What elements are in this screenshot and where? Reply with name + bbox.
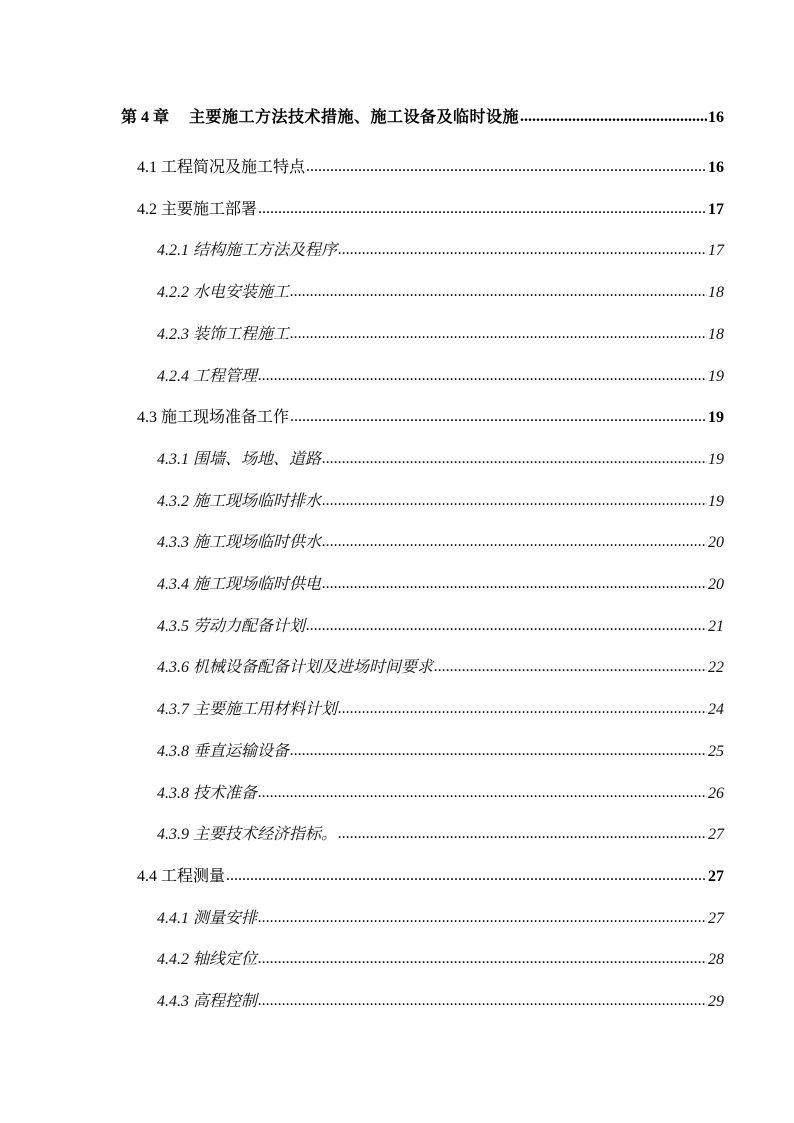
- toc-page-number: 18: [708, 325, 724, 343]
- toc-entry-number: 4.3.9: [157, 826, 189, 844]
- toc-entry-title: 高程控制: [193, 993, 258, 1010]
- toc-leader-dots: [290, 281, 707, 303]
- toc-entry-number: 4.4: [137, 867, 157, 885]
- toc-leader-dots: [434, 656, 707, 678]
- toc-entry-number: 4.4.2: [157, 951, 189, 969]
- toc-entry-title: 测量安排: [193, 909, 258, 927]
- toc-entry-number: 4.3.8: [157, 742, 189, 760]
- toc-section-entry[interactable]: [137, 157, 724, 179]
- toc-entry-title: 施工现场临时供水: [193, 534, 322, 552]
- toc-entry-title: 水电安装施工: [193, 284, 290, 302]
- toc-subsection-entry[interactable]: [157, 449, 724, 471]
- toc-page-number: 19: [708, 409, 724, 427]
- toc-subsection-entry[interactable]: [157, 741, 724, 763]
- toc-entry-number: 4.3.7: [157, 701, 189, 719]
- toc-entry-title: 施工现场临时供电: [193, 576, 322, 593]
- toc-page-number: 27: [708, 826, 724, 844]
- toc-subsection-entry[interactable]: [157, 282, 724, 304]
- toc-leader-dots: [322, 531, 707, 553]
- toc-subsection-entry[interactable]: [157, 949, 724, 971]
- toc-entry-title: 围墙、场地、道路: [193, 450, 322, 468]
- toc-leader-dots: [258, 782, 707, 804]
- toc-entry-title: 技术准备: [193, 784, 258, 802]
- toc-entry-number: 4.3.5: [157, 617, 189, 635]
- toc-entry-number: 4.3.8: [157, 784, 189, 802]
- toc-subsection-entry[interactable]: [157, 324, 724, 346]
- toc-entry-number: 4.2: [137, 200, 157, 218]
- toc-entry-number: 4.2.4: [157, 367, 189, 385]
- toc-entry-title: 主要施工部署: [161, 200, 258, 218]
- toc-page-number: 22: [708, 659, 724, 677]
- toc-subsection-entry[interactable]: [157, 240, 724, 262]
- toc-page-number: 17: [708, 200, 724, 218]
- toc-subsection-entry[interactable]: [157, 699, 724, 721]
- toc-subsection-entry[interactable]: [157, 574, 724, 596]
- toc-page-number: 27: [708, 909, 724, 927]
- toc-leader-dots: [338, 698, 707, 720]
- toc-entry-title: 机械设备配备计划及进场时间要求: [193, 659, 434, 677]
- toc-entry-number: 4.3.6: [157, 659, 189, 677]
- toc-entry-title: 主要施工用材料计划: [193, 701, 338, 719]
- toc-entry-title: 施工现场准备工作: [161, 409, 290, 427]
- toc-entry-title: 主要技术经济指标。: [193, 826, 338, 844]
- toc-subsection-entry[interactable]: [157, 991, 724, 1013]
- toc-entry-title: 施工现场临时排水: [193, 492, 322, 510]
- toc-subsection-entry[interactable]: [157, 491, 724, 513]
- toc-page-number: 20: [708, 576, 724, 593]
- toc-leader-dots: [258, 907, 707, 929]
- toc-subsection-entry[interactable]: [157, 366, 724, 388]
- toc-entry-title: 工程测量: [161, 867, 226, 885]
- toc-subsection-entry[interactable]: [157, 908, 724, 930]
- toc-section-entry[interactable]: [137, 199, 724, 221]
- toc-page-number: 26: [708, 784, 724, 802]
- toc-page-number: 18: [708, 284, 724, 302]
- toc-subsection-entry[interactable]: [157, 824, 724, 846]
- toc-page-number: 25: [708, 742, 724, 760]
- toc-entry-number: 4.3: [137, 409, 157, 427]
- toc-chapter-number: 第 4 章: [121, 109, 170, 126]
- toc-entry-number: 4.3.4: [157, 576, 189, 593]
- toc-entry-title: 劳动力配备计划: [193, 617, 306, 635]
- toc-leader-dots: [322, 573, 707, 595]
- toc-leader-dots: [258, 365, 707, 387]
- toc-leader-dots: [338, 239, 707, 261]
- toc-leader-dots: [290, 406, 707, 428]
- toc-chapter-entry[interactable]: [121, 107, 724, 129]
- toc-entry-number: 4.3.1: [157, 450, 189, 468]
- toc-page-number: 16: [708, 159, 724, 176]
- toc-leader-dots: [290, 323, 707, 345]
- toc-entry-title: 垂直运输设备: [193, 742, 290, 760]
- toc-entry-number: 4.2.3: [157, 325, 189, 343]
- toc-page-number: 29: [708, 993, 724, 1010]
- toc-page-number: 27: [708, 867, 724, 885]
- toc-subsection-entry[interactable]: [157, 532, 724, 554]
- toc-entry-number: 4.4.3: [157, 993, 189, 1010]
- toc-entry-number: 4.2.1: [157, 242, 189, 260]
- toc-page-number: 19: [708, 492, 724, 510]
- toc-page-number: 19: [708, 450, 724, 468]
- toc-leader-dots: [338, 823, 707, 845]
- toc-chapter-title: 主要施工方法技术措施、施工设备及临时设施: [189, 109, 520, 126]
- toc-entry-title: 轴线定位: [193, 951, 258, 969]
- toc-leader-dots: [306, 156, 707, 178]
- toc-entry-number: 4.3.3: [157, 534, 189, 552]
- toc-leader-dots: [322, 490, 707, 512]
- toc-leader-dots: [290, 740, 707, 762]
- toc-page-number: 24: [708, 701, 724, 719]
- toc-leader-dots: [520, 106, 707, 128]
- toc-page-number: 28: [708, 951, 724, 969]
- toc-leader-dots: [258, 948, 707, 970]
- toc-leader-dots: [226, 865, 707, 887]
- toc-section-entry[interactable]: [137, 866, 724, 888]
- toc-leader-dots: [258, 990, 707, 1012]
- toc-subsection-entry[interactable]: [157, 657, 724, 679]
- toc-entry-title: 结构施工方法及程序: [193, 242, 338, 260]
- toc-entry-title: 装饰工程施工: [193, 325, 290, 343]
- toc-entry-title: 工程管理: [193, 367, 258, 385]
- toc-subsection-entry[interactable]: [157, 783, 724, 805]
- toc-leader-dots: [306, 615, 707, 637]
- toc-entry-number: 4.4.1: [157, 909, 189, 927]
- toc-page-number: 20: [708, 534, 724, 552]
- toc-leader-dots: [258, 198, 707, 220]
- toc-section-entry[interactable]: [137, 407, 724, 429]
- toc-leader-dots: [322, 448, 707, 470]
- toc-page-number: 19: [708, 367, 724, 385]
- toc-subsection-entry[interactable]: [157, 616, 724, 638]
- toc-entry-number: 4.2.2: [157, 284, 189, 302]
- toc-page-number: 21: [708, 617, 724, 635]
- toc-entry-number: 4.1: [137, 159, 157, 176]
- toc-entry-title: 工程简况及施工特点: [161, 159, 306, 176]
- toc-page-number: 17: [708, 242, 724, 260]
- toc-entry-number: 4.3.2: [157, 492, 189, 510]
- toc-page-number: 16: [708, 109, 724, 126]
